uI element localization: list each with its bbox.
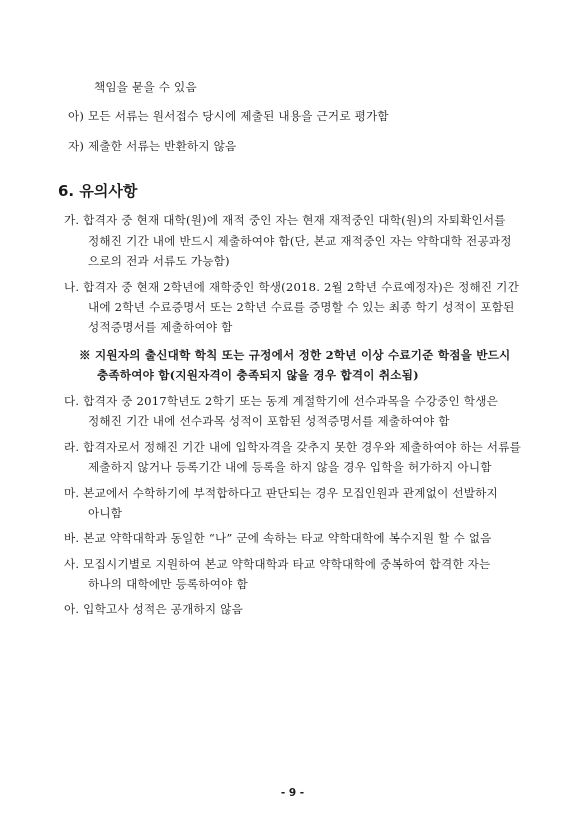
item-na-line-1: 나. 합격자 중 현재 2학년에 재학중인 학생(2018. 2월 2학년 수료예정자)은 정해진 기간 — [64, 280, 519, 294]
list-item-a: 아) 모든 서류는 원서접수 당시에 제출된 내용을 근거로 평가함 — [68, 109, 389, 123]
item-na-line-2: 내에 2학년 수료증명서 또는 2학년 수료를 증명할 수 있는 최종 학기 성적이 포함된 — [88, 300, 515, 314]
page-number: - 9 - — [280, 787, 305, 799]
item-da-line-2: 정해진 기간 내에 선수과목 성적이 포함된 성적증명서를 제출하여야 함 — [88, 414, 450, 428]
note-line-1: ※ 지원자의 출신대학 학칙 또는 규정에서 정한 2학년 이상 수료기준 학점을 반드시 — [79, 348, 511, 362]
list-item-ja: 자) 제출한 서류는 반환하지 않음 — [68, 139, 237, 153]
item-ma-line-2: 아니함 — [88, 506, 123, 520]
item-ga-line-3: 으로의 전과 서류도 가능함) — [88, 254, 230, 268]
item-ra-line-1: 라. 합격자로서 정해진 기간 내에 입학자격을 갖추지 못한 경우와 제출하여야 하는 서류를 — [64, 440, 522, 454]
item-ba-line-1: 바. 본교 약학대학과 동일한 “나” 군에 속하는 타교 약학대학에 복수지원 할 수 없음 — [64, 531, 492, 545]
item-ma-line-1: 마. 본교에서 수학하기에 부적합하다고 판단되는 경우 모집인원과 관계없이 선발하지 — [64, 486, 498, 500]
item-a-line-1: 아. 입학고사 성적은 공개하지 않음 — [64, 602, 244, 616]
item-da-line-1: 다. 합격자 중 2017학년도 2학기 또는 동계 계절학기에 선수과목을 수강중인 학생은 — [64, 394, 499, 408]
item-sa-line-1: 사. 모집시기별로 지원하여 본교 약학대학과 타교 약학대학에 중복하여 합격한 자는 — [64, 557, 491, 571]
continuation-line: 책임을 묻을 수 있음 — [94, 80, 197, 94]
item-ga-line-1: 가. 합격자 중 현재 대학(원)에 재적 중인 자는 현재 재적중인 대학(원)의 자퇴확인서를 — [64, 213, 506, 227]
item-na-line-3: 성적증명서를 제출하여야 함 — [88, 320, 233, 334]
item-ra-line-2: 제출하지 않거나 등록기간 내에 등록을 하지 않을 경우 입학을 허가하지 아니함 — [88, 460, 492, 474]
item-sa-line-2: 하나의 대학에만 등록하여야 함 — [88, 577, 248, 591]
section-title: 6. 유의사항 — [58, 182, 138, 200]
item-ga-line-2: 정해진 기간 내에 반드시 제출하여야 함(단, 본교 재적중인 자는 약학대학 전공과정 — [88, 234, 512, 248]
note-line-2: 충족하여야 함(지원자격이 충족되지 않을 경우 합격이 취소됨) — [97, 368, 419, 382]
